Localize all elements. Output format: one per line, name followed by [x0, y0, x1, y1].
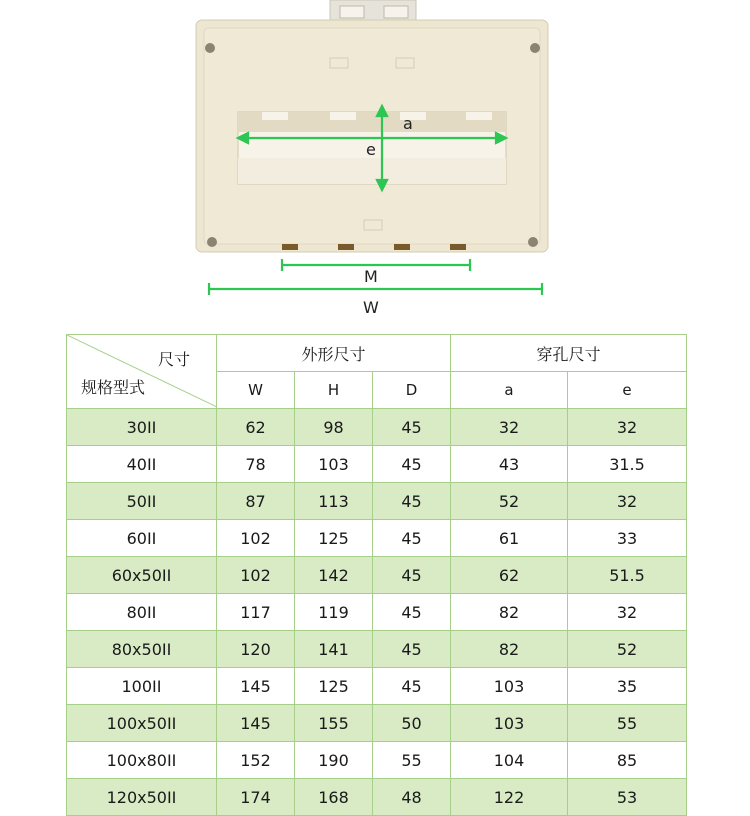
table-row	[67, 520, 687, 557]
table-row	[67, 446, 687, 483]
value-cell-a: 82	[451, 631, 568, 668]
value-cell-w: 152	[217, 742, 295, 779]
value-cell-d: 45	[373, 483, 451, 520]
value-cell-w: 145	[217, 705, 295, 742]
value-cell-h: 168	[295, 779, 373, 816]
value-cell-a: 103	[451, 668, 568, 705]
value-cell-e: 52	[568, 631, 687, 668]
value-cell-d: 45	[373, 557, 451, 594]
product-figure	[0, 0, 750, 325]
value-cell-h: 155	[295, 705, 373, 742]
value-cell-d: 45	[373, 668, 451, 705]
value-cell-w: 117	[217, 594, 295, 631]
col-header-h: H	[295, 372, 373, 409]
table-row	[67, 409, 687, 446]
corner-header	[67, 335, 217, 409]
value-cell-h: 141	[295, 631, 373, 668]
value-cell-e: 31.5	[568, 446, 687, 483]
table-row	[67, 557, 687, 594]
model-cell: 40II	[67, 446, 217, 483]
value-cell-w: 78	[217, 446, 295, 483]
value-cell-a: 82	[451, 594, 568, 631]
value-cell-w: 87	[217, 483, 295, 520]
model-cell: 100x50II	[67, 705, 217, 742]
group-outer-dimensions: 外形尺寸	[217, 335, 451, 372]
value-cell-e: 53	[568, 779, 687, 816]
value-cell-a: 62	[451, 557, 568, 594]
table-row	[67, 631, 687, 668]
value-cell-w: 120	[217, 631, 295, 668]
value-cell-a: 103	[451, 705, 568, 742]
value-cell-d: 55	[373, 742, 451, 779]
model-cell: 100II	[67, 668, 217, 705]
value-cell-d: 45	[373, 446, 451, 483]
value-cell-a: 52	[451, 483, 568, 520]
model-cell: 120x50II	[67, 779, 217, 816]
value-cell-e: 33	[568, 520, 687, 557]
value-cell-d: 45	[373, 594, 451, 631]
model-cell: 60x50II	[67, 557, 217, 594]
value-cell-a: 61	[451, 520, 568, 557]
dimension-m-label: M	[364, 267, 378, 286]
corner-model-label: 规格型式	[81, 378, 146, 397]
table-row	[67, 594, 687, 631]
table-row	[67, 705, 687, 742]
value-cell-h: 142	[295, 557, 373, 594]
value-cell-a: 104	[451, 742, 568, 779]
table-row	[67, 668, 687, 705]
value-cell-w: 174	[217, 779, 295, 816]
value-cell-h: 190	[295, 742, 373, 779]
value-cell-e: 32	[568, 409, 687, 446]
value-cell-d: 45	[373, 409, 451, 446]
value-cell-w: 62	[217, 409, 295, 446]
value-cell-h: 119	[295, 594, 373, 631]
value-cell-e: 32	[568, 594, 687, 631]
value-cell-w: 145	[217, 668, 295, 705]
corner-size-label: 尺寸	[157, 350, 190, 369]
dimension-w-label: W	[363, 298, 379, 317]
value-cell-e: 32	[568, 483, 687, 520]
group-hole-dimensions: 穿孔尺寸	[451, 335, 687, 372]
dimension-a-label: a	[403, 114, 413, 133]
value-cell-d: 45	[373, 520, 451, 557]
model-cell: 60II	[67, 520, 217, 557]
value-cell-h: 103	[295, 446, 373, 483]
spec-table-body	[67, 409, 687, 816]
value-cell-a: 43	[451, 446, 568, 483]
value-cell-h: 113	[295, 483, 373, 520]
value-cell-w: 102	[217, 557, 295, 594]
value-cell-e: 51.5	[568, 557, 687, 594]
col-header-a: a	[451, 372, 568, 409]
value-cell-e: 85	[568, 742, 687, 779]
model-cell: 30II	[67, 409, 217, 446]
table-row	[67, 742, 687, 779]
value-cell-w: 102	[217, 520, 295, 557]
col-header-d: D	[373, 372, 451, 409]
col-header-e: e	[568, 372, 687, 409]
value-cell-h: 125	[295, 668, 373, 705]
value-cell-e: 55	[568, 705, 687, 742]
spec-table	[66, 334, 687, 816]
model-cell: 100x80II	[67, 742, 217, 779]
model-cell: 80x50II	[67, 631, 217, 668]
table-row	[67, 483, 687, 520]
value-cell-d: 48	[373, 779, 451, 816]
value-cell-e: 35	[568, 668, 687, 705]
value-cell-d: 45	[373, 631, 451, 668]
dimension-e-label: e	[366, 140, 376, 159]
value-cell-a: 32	[451, 409, 568, 446]
model-cell: 50II	[67, 483, 217, 520]
value-cell-a: 122	[451, 779, 568, 816]
value-cell-h: 125	[295, 520, 373, 557]
table-row	[67, 779, 687, 816]
col-header-w: W	[217, 372, 295, 409]
model-cell: 80II	[67, 594, 217, 631]
value-cell-h: 98	[295, 409, 373, 446]
value-cell-d: 50	[373, 705, 451, 742]
